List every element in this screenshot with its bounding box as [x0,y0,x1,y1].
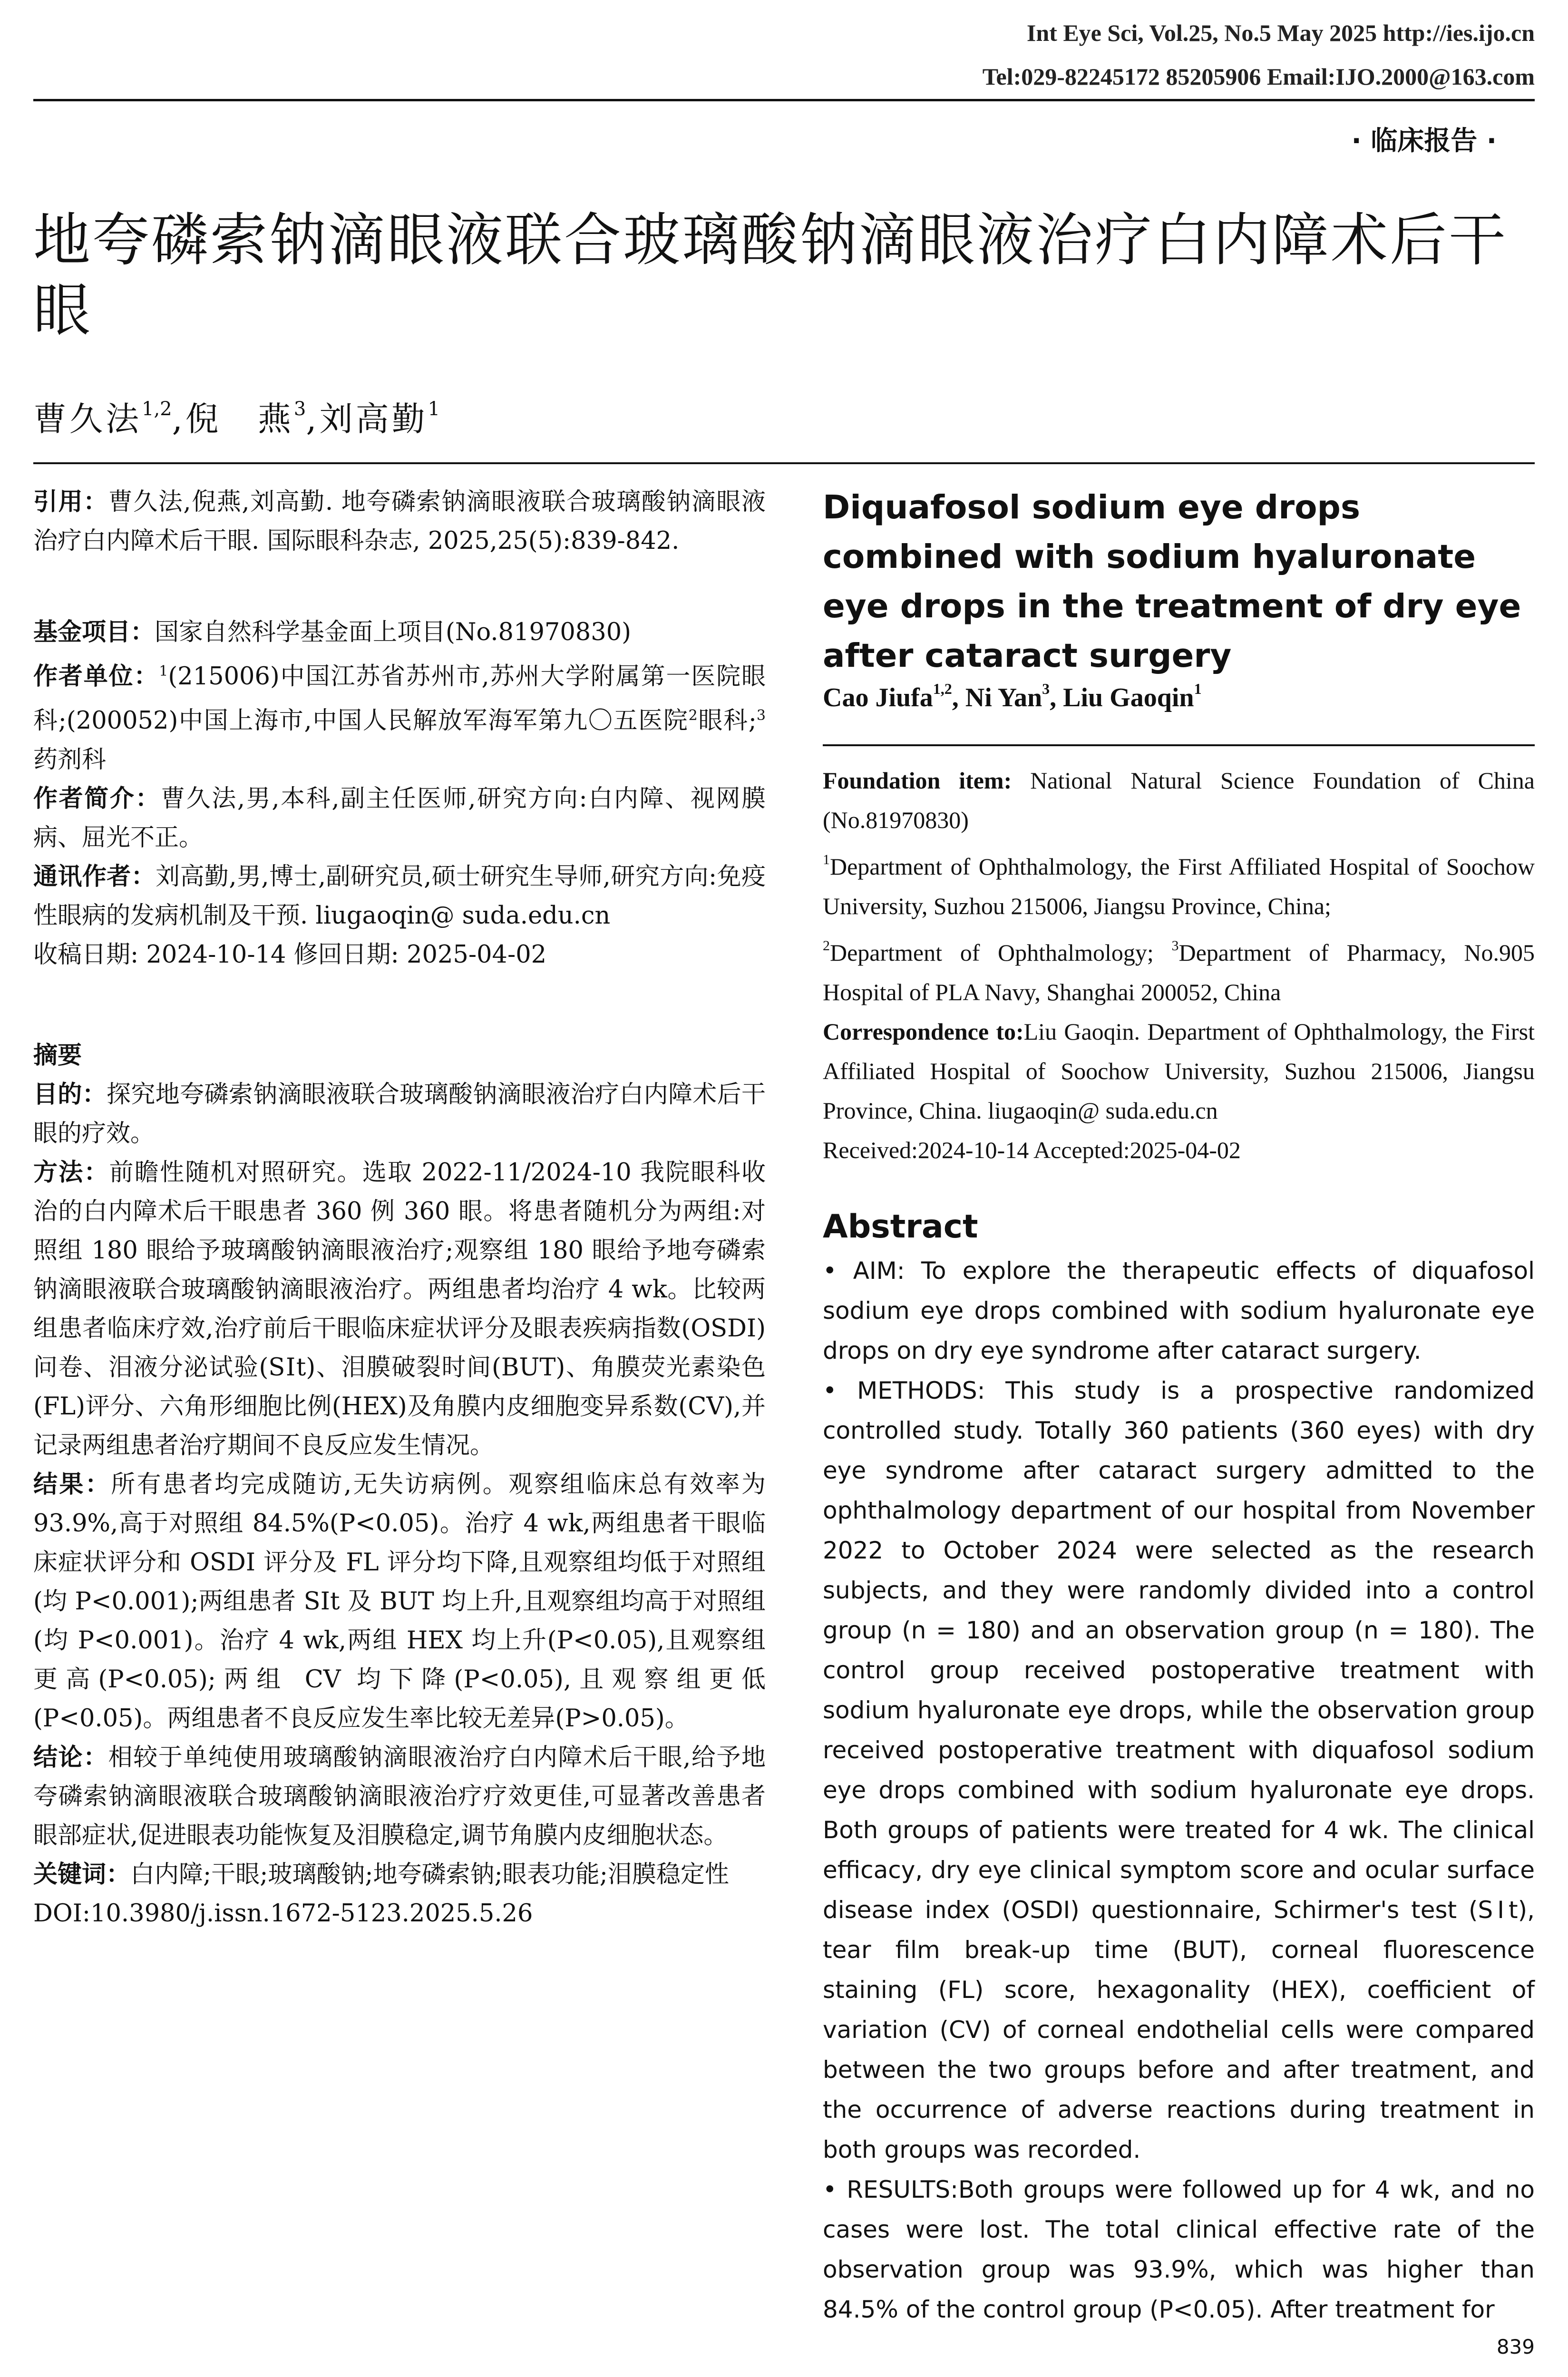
english-results-text: Both groups were followed up for 4 wk, and no cases were lost. The total clinical effective rate of the observation group was 93.9%, which was higher than 84.5% of the control group (P<0.05). After treatment for [823,2176,1535,2323]
bio-label: 作者简介： [33,785,161,813]
foundation-label: Foundation item: [823,767,1012,794]
english-methods-text: This study is a prospective randomized controlled study. Totally 360 patients (360 eyes) with dry eye syndrome after cataract surgery admitted to the ophthalmology department of our hospital from November 2022 to October 2024 were selected as the research subjects, and they were randomly divided into a control group (n = 180) and an observation group (n = 180). The control group received postoperative treatment with sodium hyaluronate eye drops, while the observation group received postoperative treatment with diquafosol sodium eye drops combined with sodium hyaluronate eye drops. Both groups of patients were treated for 4 wk. The clinical efficacy, dry eye clinical symptom score and ocular surface disease index (OSDI) questionnaire, Schirmer's test (SⅠt), tear film break-up time (BUT), corneal fluorescence staining (FL) score, hexagonality (HEX), coefficient of variation (CV) of corneal endothelial cells were compared between the two groups before and after treatment, and the occurrence of adverse reactions during treatment in both groups was recorded. [823,1377,1535,2163]
dept-text: Department of Pharmacy, No.905 Hospital of PLA Navy, Shanghai 200052, China [823,939,1535,1005]
author-affiliation: 1,2 [142,398,172,420]
author-affiliation: 3 [1042,680,1050,697]
english-methods-block [823,1371,1535,2170]
keywords-text: 白内障;干眼;玻璃酸钠;地夸磷索钠;眼表功能;泪膜稳定性 [130,1861,729,1889]
results-text: 所有患者均完成随访,无失访病例。观察组临床总有效率为 93.9%,高于对照组 84.5%(P<0.05)。治疗 4 wk,两组患者干眼临床症状评分和 OSDI 评分及 FL 评分均下降,且观察组均低于对照组(均 P<0.001);两组患者 SⅠt 及 BUT 均上升,且观察组均高于对照组(均 P<0.001)。治疗 4 wk,两组 HEX 均上升(P<0.05),且观察组更高(P<0.05);两组 CV 均下降(P<0.05),且观察组更低(P<0.05)。两组患者不良反应发生率比较无差异(P>0.05)。 [33,1471,766,1733]
dept-text: Department of Ophthalmology, the First Affiliated Hospital of Soochow University, Suzhou 215006, Jiangsu Province, China; [823,853,1535,919]
unit-block [33,652,766,779]
left-column [33,483,766,1933]
author-affiliation: 1,2 [933,680,952,697]
unit-text: 眼科; [697,707,757,735]
citation-text: 曹久法,倪燕,刘高勤. 地夸磷索钠滴眼液联合玻璃酸钠滴眼液治疗白内障术后干眼. 国际眼科杂志, 2025,25(5):839-842. [33,488,766,555]
english-correspondence-text: Liu Gaoqin. Department of Ophthalmology, the First Affiliated Hospital of Soochow University, Suzhou 215006, Jiangsu Province, China. liugaoqin@ suda.edu.cn [823,1018,1535,1124]
dept-text: Department of Ophthalmology; [830,939,1154,966]
results-label: 结果： [33,1471,111,1499]
aim-block [823,1251,1535,1371]
unit-sup: 1 [159,663,168,680]
english-methods-label: • METHODS: [823,1377,985,1404]
title-rule [33,462,1535,464]
abstract-heading-cn: 摘要 [33,1042,82,1070]
received-dates: 收稿日期: 2024-10-14 修回日期: 2025-04-02 [33,941,547,969]
unit-sup: 2 [688,707,698,724]
journal-contact-line: Tel:029-82245172 85205906 Email:IJO.2000@163.com [982,63,1535,90]
author-name: 曹久法 [33,399,142,438]
dept-sup: 2 [823,938,830,954]
author-name: 刘高勤 [319,399,428,438]
dept-block-1 [823,840,1535,926]
unit-sup: 3 [756,707,766,724]
author-affiliation: 3 [293,398,306,420]
fund-label: 基金项目： [33,618,155,646]
english-abstract [823,1251,1535,2329]
english-correspondence-block [823,1012,1535,1130]
author-affiliation: 1 [428,398,440,420]
dept-block-2 [823,926,1535,1012]
author-affiliation: 1 [1194,680,1202,697]
methods-block [33,1153,766,1465]
author-name: 倪 燕 [185,399,294,438]
results-block [33,1465,766,1738]
doi: DOI:10.3980/j.issn.1672-5123.2025.5.26 [33,1900,533,1928]
unit-text: (215006)中国江苏省苏州市,苏州大学附属第一医院眼科;(200052)中国上海市,中国人民解放军海军第九〇五医院 [33,662,766,735]
header-rule [33,99,1535,101]
methods-text: 前瞻性随机对照研究。选取 2022-11/2024-10 我院眼科收治的白内障术后干眼患者 360 例 360 眼。将患者随机分为两组:对照组 180 眼给予玻璃酸钠滴眼液治疗;观察组 180 眼给予地夸磷索钠滴眼液联合玻璃酸钠滴眼液治疗。两组患者均治疗 4 wk。比较两组患者临床疗效,治疗前后干眼临床症状评分及眼表疾病指数(OSDI)问卷、泪液分泌试验(SⅠt)、泪膜破裂时间(BUT)、角膜荧光素染色(FL)评分、六角形细胞比例(HEX)及角膜内皮细胞变异系数(CV),并记录两组患者治疗期间不良反应发生情况。 [33,1159,766,1460]
correspondence-block [33,857,766,935]
english-correspondence-label: Correspondence to: [823,1018,1024,1045]
aim-label: • AIM: [823,1257,905,1285]
english-results-label: • RESULTS: [823,2176,958,2203]
page-number: 839 [1496,2335,1535,2358]
fund-block [33,613,766,652]
conclusion-label: 结论： [33,1744,108,1772]
journal-info-line: Int Eye Sci, Vol.25, No.5 May 2025 http://ies.ijo.cn [1026,19,1535,46]
section-label: · 临床报告 · [1351,126,1497,156]
conclusion-block [33,1738,766,1855]
bio-block [33,779,766,857]
bio-text: 曹久法,男,本科,副主任医师,研究方向:白内障、视网膜病、屈光不正。 [33,785,766,852]
citation-label: 引用： [33,488,108,516]
english-title: Diquafosol sodium eye drops combined with sodium hyaluronate eye drops in the treatment of dry eye after cataract surgery [823,488,1521,675]
keywords-block [33,1855,766,1894]
foundation-block [823,761,1535,840]
unit-label: 作者单位： [33,662,159,691]
foundation-text: National Natural Science Foundation of China (No.81970830) [823,767,1535,833]
author-name: Ni Yan [965,683,1042,712]
fund-text: 国家自然科学基金面上项目(No.81970830) [155,618,632,646]
abstract-heading-en: Abstract [823,1208,978,1246]
author-name: Liu Gaoqin [1063,683,1194,712]
unit-text: 药剂科 [33,746,107,774]
purpose-block [33,1075,766,1153]
purpose-text: 探究地夸磷索钠滴眼液联合玻璃酸钠滴眼液治疗白内障术后干眼的疗效。 [33,1081,766,1148]
article-title: 地夸磷索钠滴眼液联合玻璃酸钠滴眼液治疗白内障术后干眼 [33,207,1508,344]
citation-block [33,483,766,561]
author-name: Cao Jiufa [823,683,933,712]
purpose-label: 目的： [33,1081,107,1109]
aim-text: To explore the therapeutic effects of diquafosol sodium eye drops combined with sodium hyaluronate eye drops on dry eye syndrome after cataract surgery. [823,1257,1535,1364]
english-meta [823,761,1535,1170]
dept-sup: 3 [1171,938,1179,954]
keywords-label: 关键词： [33,1861,131,1889]
dept-sup: 1 [823,852,830,867]
english-author-list: Cao Jiufa$^{1,2}$, Ni Yan$^3$, Liu Gaoqin$^1$ [823,680,1202,712]
methods-label: 方法： [33,1159,109,1187]
author-list: 曹久法$^{1,2}$,倪 燕$^3$,刘高勤$^1$ [33,398,440,438]
conclusion-text: 相较于单纯使用玻璃酸钠滴眼液治疗白内障术后干眼,给予地夸磷索钠滴眼液联合玻璃酸钠滴眼液治疗疗效更佳,可显著改善患者眼部症状,促进眼表功能恢复及泪膜稳定,调节角膜内皮细胞状态。 [33,1744,766,1850]
english-author-rule [823,744,1535,746]
english-dates: Received:2024-10-14 Accepted:2025-04-02 [823,1137,1241,1163]
correspondence-label: 通讯作者： [33,863,156,891]
english-results-block [823,2170,1535,2329]
correspondence-text: 刘高勤,男,博士,副研究员,硕士研究生导师,研究方向:免疫性眼病的发病机制及干预. liugaoqin@ suda.edu.cn [33,863,766,930]
